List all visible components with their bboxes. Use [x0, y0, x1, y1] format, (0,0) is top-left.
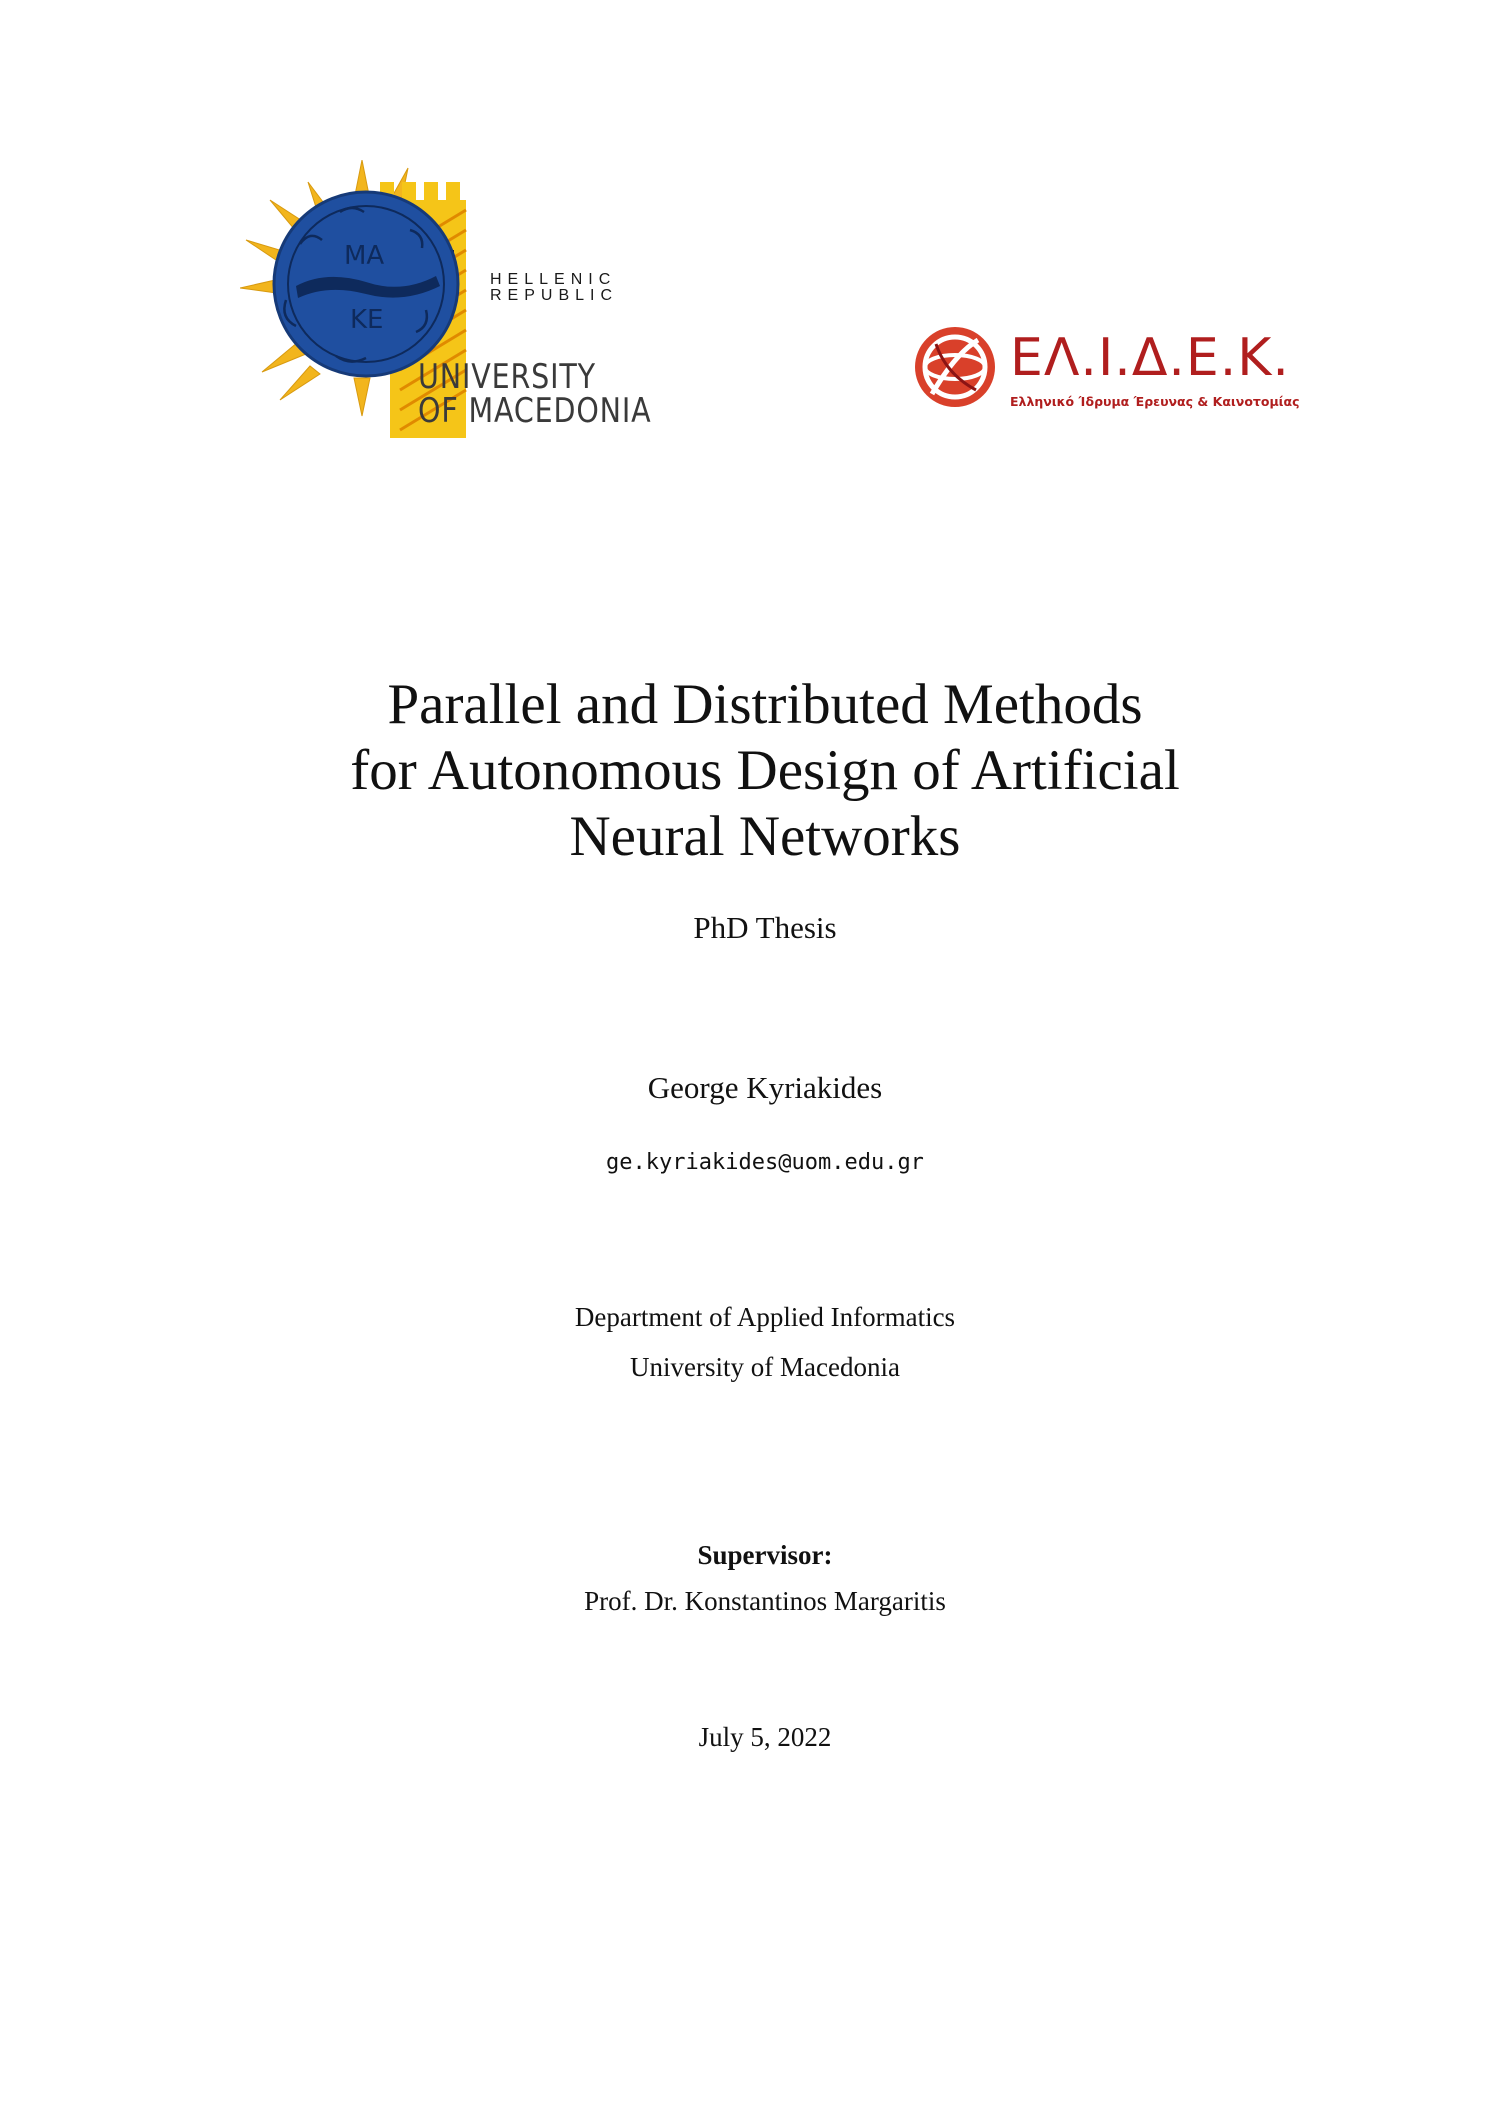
supervisor-label: Supervisor:	[697, 1540, 833, 1570]
elidek-subtitle: Ελληνικό Ίδρυμα Έρευνας & Καινοτομίας	[1010, 394, 1300, 409]
elidek-logo	[912, 322, 1300, 422]
elidek-emblem-icon	[912, 324, 998, 410]
title-line-3: Neural Networks	[569, 805, 961, 868]
thesis-date: July 5, 2022	[698, 1722, 832, 1752]
uom-line-hellenic: HELLENIC	[490, 271, 617, 288]
author-email: ge.kyriakides@uom.edu.gr	[606, 1150, 924, 1175]
seal-text-bottom: ΚΕ	[350, 305, 384, 335]
seal-text-top: ΜΑ	[344, 241, 385, 271]
university: University of Macedonia	[630, 1352, 900, 1382]
title-line-2: for Autonomous Design of Artificial	[350, 739, 1180, 802]
thesis-title	[0, 672, 1489, 870]
uom-name-label	[418, 357, 652, 431]
uom-republic-label	[490, 272, 618, 304]
uom-line-of-macedonia: OF MACEDONIA	[418, 391, 652, 431]
title-line-1: Parallel and Distributed Methods	[387, 673, 1143, 736]
department: Department of Applied Informatics	[574, 1302, 956, 1332]
uom-line-republic: REPUBLIC	[490, 287, 619, 304]
thesis-type: PhD Thesis	[693, 910, 837, 945]
elidek-name: ΕΛ.Ι.Δ.Ε.Κ.	[1010, 328, 1290, 388]
supervisor-name: Prof. Dr. Konstantinos Margaritis	[584, 1586, 946, 1616]
uom-line-university: UNIVERSITY	[418, 357, 596, 397]
affiliation	[0, 1292, 1489, 1392]
author-name: George Kyriakides	[647, 1070, 883, 1105]
